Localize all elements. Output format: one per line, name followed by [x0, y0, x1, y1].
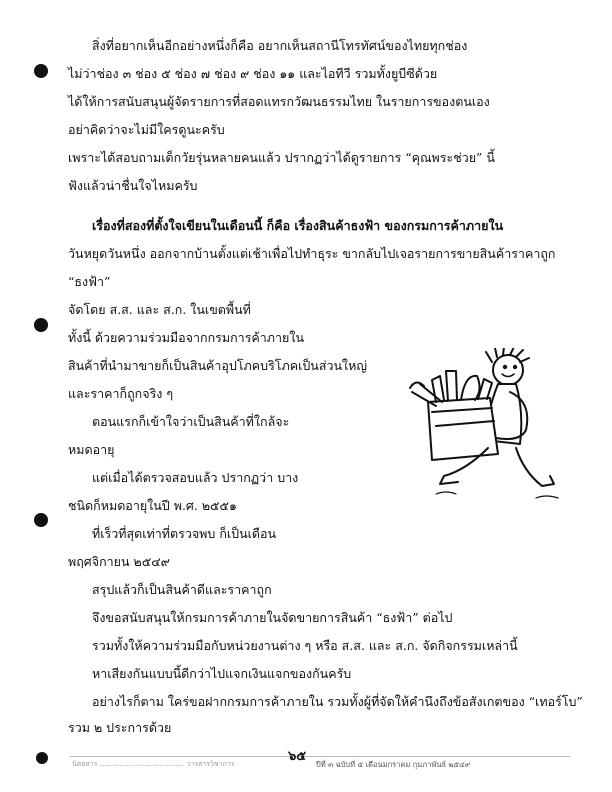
text-line: วันหยุดวันหนึ่ง ออกจากบ้านตั้งแต่เช้าเพื่อไปทำธุระ ขากลับไปเจอรายการขายสินค้าราคาถูก [68, 246, 556, 261]
text-line: อย่าคิดว่าจะไม่มีใครดูนะครับ [68, 122, 225, 137]
text-line: จึงขอสนับสนุนให้กรมการค้าภายในจัดขายการสินค้า “ธงฟ้า” ต่อไป [92, 610, 453, 625]
text-line: ทั้งนี้ ด้วยความร่วมมือจากกรมการค้าภายใน [68, 330, 305, 345]
page-number: ๖๕ [288, 749, 307, 764]
text-line: พฤศจิกายน ๒๕๔๙ [68, 554, 170, 569]
text-line: และราคาก็ถูกจริง ๆ [68, 386, 174, 401]
punch-hole-footer [36, 752, 48, 764]
text-line: หมดอายุ [68, 442, 115, 457]
text-line: เพราะได้สอบถามเด็กวัยรุ่นหลายคนแล้ว ปรากฏว่าได้ดูรายการ “คุณพระช่วย” นี้ [68, 150, 495, 165]
text-line: รวมทั้งให้ความร่วมมือกับหน่วยงานต่าง ๆ หรือ ส.ส. และ ส.ก. จัดกิจกรรมเหล่านี้ [92, 638, 518, 653]
text-line: จัดโดย ส.ส. และ ส.ก. ในเขตพื้นที่ [68, 302, 251, 317]
text-line: สรุปแล้วก็เป็นสินค้าดีและราคาถูก [92, 582, 272, 597]
shopper-illustration [340, 348, 580, 508]
punch-hole-top [34, 64, 48, 78]
text-line: สินค้าที่นำมาขายก็เป็นสินค้าอุปโภคบริโภคเป็นส่วนใหญ่ [68, 358, 368, 373]
text-line: ไม่ว่าช่อง ๓ ช่อง ๕ ช่อง ๗ ช่อง ๙ ช่อง ๑๑ และไอทีวี รวมทั้งยูบีซีด้วย [68, 66, 438, 81]
text-line: รวม ๒ ประการด้วย [68, 720, 172, 735]
text-line: สิ่งที่อยากเห็นอีกอย่างหนึ่งก็คือ อยากเห็นสถานีโทรทัศน์ของไทยทุกช่อง [92, 38, 468, 53]
text-line: ที่เร็วที่สุดเท่าที่ตรวจพบ ก็เป็นเดือน [92, 526, 277, 541]
text-line: ฟังแล้วน่าชื่นใจไหมครับ [68, 178, 198, 193]
text-line: แต่เมื่อได้ตรวจสอบแล้ว ปรากฏว่า บาง [92, 470, 299, 485]
text-line: ตอนแรกก็เข้าใจว่าเป็นสินค้าที่ใกล้จะ [92, 414, 290, 429]
section-heading: เรื่องที่สองที่ตั้งใจเขียนในเดือนนี้ ก็คือ เรื่องสินค้าธงฟ้า ของกรมการค้าภายใน [92, 218, 504, 233]
footer-issue: ปีที่ ๓ ฉบับที่ ๕ เดือนมกราคม กุมภาพันธ์ ๒๕๔๙ [316, 760, 471, 769]
punch-hole-bottom [34, 513, 48, 527]
text-line: อย่างไรก็ตาม ใคร่ขอฝากกรมการค้าภายใน รวมทั้งผู้ที่จัดให้คำนึงถึงข้อสังเกตของ “เทอร์โบ” [92, 694, 583, 709]
footer-rule [70, 756, 570, 757]
text-line: หาเสียงกันแบบนี้ดีกว่าไปแจกเงินแจกของกันครับ [92, 666, 352, 681]
text-line: ชนิดก็หมดอายุในปี พ.ศ. ๒๕๕๑ [68, 498, 237, 513]
text-line: “ธงฟ้า” [68, 274, 111, 289]
footer-publication: นิตยสาร ...................................... วารสารวิชาการ [72, 760, 235, 768]
punch-hole-middle [34, 318, 48, 332]
text-line: ได้ให้การสนับสนุนผู้จัดรายการที่สอดแทรกวัฒนธรรมไทย ในรายการของตนเอง [68, 94, 490, 109]
